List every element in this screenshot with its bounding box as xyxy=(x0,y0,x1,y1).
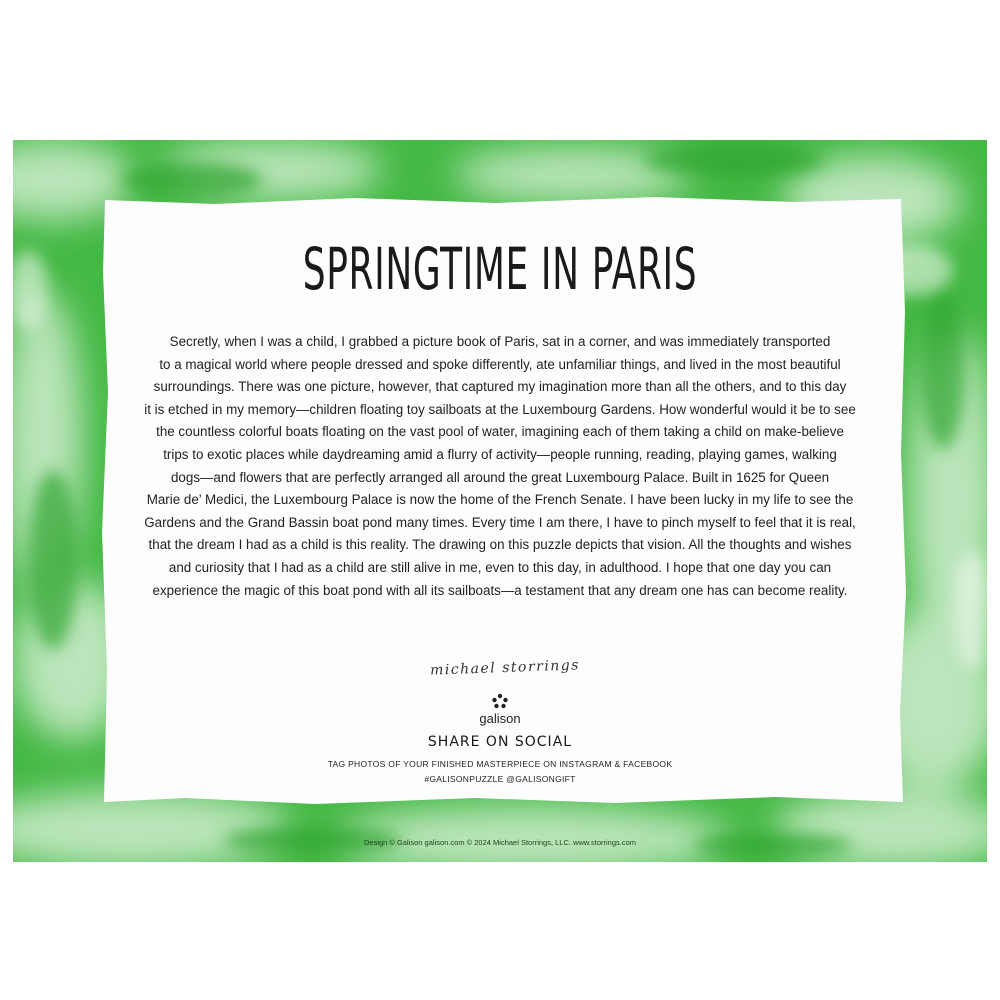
paragraph-line: trips to exotic places while daydreaming amid a flurry of activity—people running, reading, playing games, walking xyxy=(163,446,837,462)
paragraph-line: surroundings. There was one picture, however, that captured my imagination more than all the others, and to this day xyxy=(153,379,847,395)
paragraph-line: Secretly, when I was a child, I grabbed a picture book of Paris, sat in a corner, and was immediately transported xyxy=(169,334,831,349)
galison-dots-logo-icon xyxy=(486,693,514,713)
paragraph-line: dogs—and flowers that are perfectly arranged all around the great Luxembourg Palace. Built in 1625 for Queen xyxy=(170,469,830,485)
page-title: SPRINGTIME IN PARIS xyxy=(302,235,698,303)
paragraph-line: the countless colorful boats floating on the vast pool of water, imagining each of them taking a child on make-believe xyxy=(156,424,844,440)
paragraph-line: to a magical world where people dressed and spoke differently, ate unfamiliar things, and lived in the most beautiful xyxy=(159,356,841,372)
brand-name: galison xyxy=(479,711,521,726)
paragraph-line: Marie de’ Medici, the Luxembourg Palace is now the home of the French Senate. I have been lucky in my life to see the xyxy=(146,492,854,508)
share-heading: SHARE ON SOCIAL xyxy=(427,734,573,750)
paragraph-line: and curiosity that I had as a child are still alive in me, even to this day, in adulthood. I hope that one day you can xyxy=(168,559,832,575)
paragraph-line: experience the magic of this boat pond with all its sailboats—a testament that any dream one has can become reality. xyxy=(152,582,848,598)
share-instructions: TAG PHOTOS OF YOUR FINISHED MASTERPIECE ON INSTAGRAM & FACEBOOK xyxy=(327,759,673,769)
story-paragraph xyxy=(140,331,860,602)
paragraph-line: Gardens and the Grand Bassin boat pond many times. Every time I am there, I have to pinch myself to feel that it is real, xyxy=(144,514,856,530)
paragraph-line: that the dream I had as a child is this reality. The drawing on this puzzle depicts that vision. All the thoughts and wishes xyxy=(148,537,852,553)
paragraph-line: it is etched in my memory—children floating toy sailboats at the Luxembourg Gardens. How wonderful would it be to see xyxy=(144,401,856,417)
author-signature: michael storrings xyxy=(429,657,581,679)
copyright-credits: Design © Galison galison.com © 2024 Michael Storrings, LLC. www.storrings.com xyxy=(364,838,636,847)
share-hashtags: #GALISONPUZZLE @GALISONGIFT xyxy=(424,774,576,784)
